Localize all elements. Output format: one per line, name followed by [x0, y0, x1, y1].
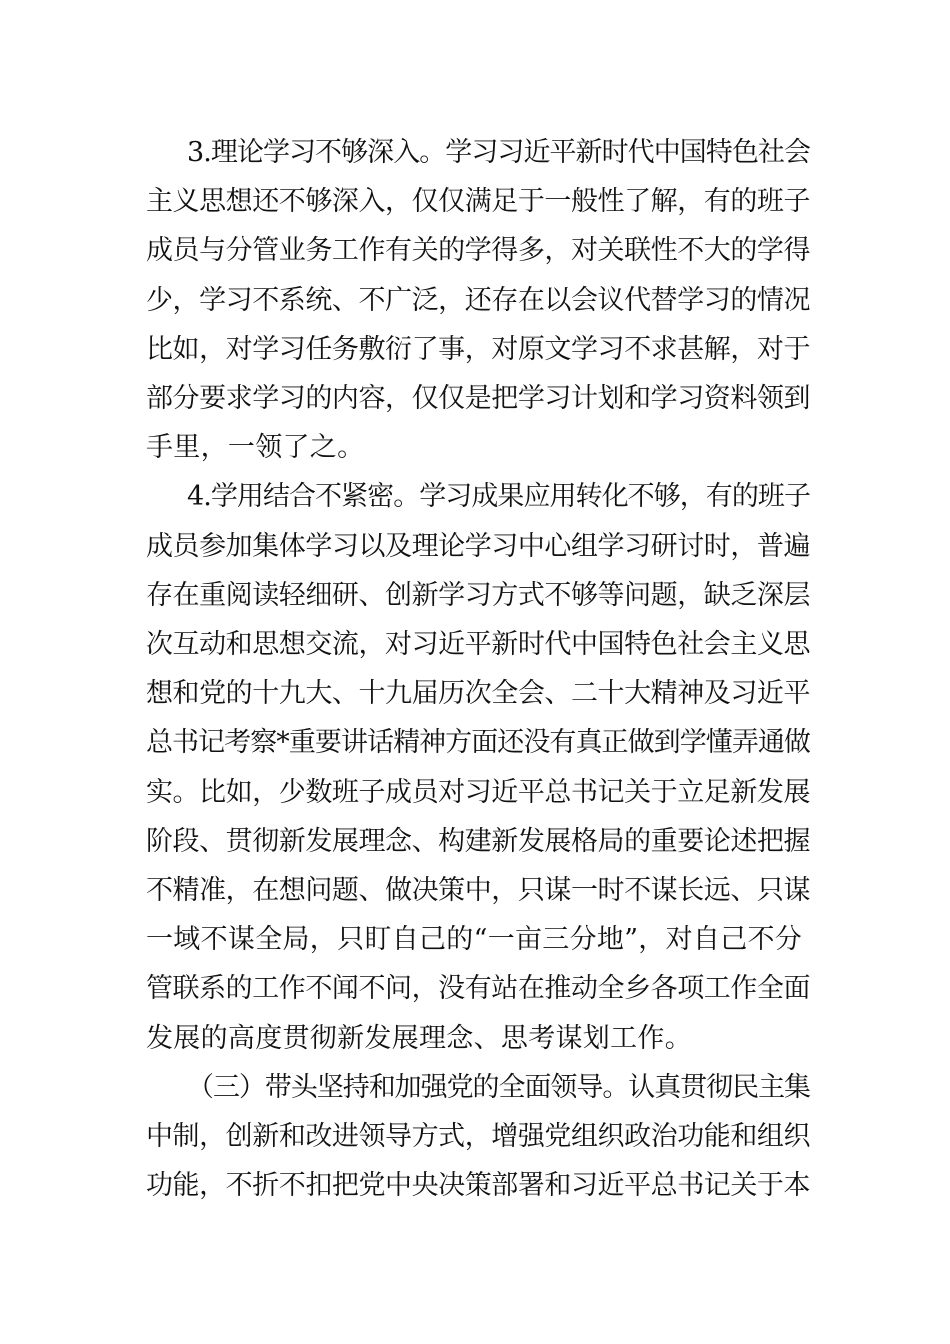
text-line: 3.理论学习不够深入。学习习近平新时代中国特色社会: [187, 137, 810, 168]
text-line: 一域不谋全局，只盯自己的“一亩三分地”，对自己不分: [146, 924, 803, 956]
text-line: 部分要求学习的内容，仅仅是把学习计划和学习资料领到: [146, 383, 810, 415]
text-line: 少，学习不系统、不广泛，还存在以会议代替学习的情况: [146, 284, 810, 316]
text-line: 总书记考察*重要讲话精神方面还没有真正做到学懂弄通做: [146, 727, 810, 759]
text-line: 实。比如，少数班子成员对习近平总书记关于立足新发展: [146, 776, 810, 808]
text-line: 主义思想还不够深入，仅仅满足于一般性了解，有的班子: [146, 186, 810, 218]
paragraph-theory-study: [146, 128, 810, 472]
text-line: 成员参加集体学习以及理论学习中心组学习研讨时，普遍: [146, 530, 810, 562]
paragraph-study-application: [146, 472, 810, 1062]
text-line: 成员与分管业务工作有关的学得多，对关联性不大的学得: [146, 235, 810, 267]
text-line: 阶段、贯彻新发展理念、构建新发展格局的重要论述把握: [146, 825, 810, 857]
text-line: 中制，创新和改进领导方式，增强党组织政治功能和组织: [146, 1121, 810, 1153]
text-line: 发展的高度贯彻新发展理念、思考谋划工作。: [146, 1022, 692, 1054]
text-line: （三）带头坚持和加强党的全面领导。认真贯彻民主集: [187, 1071, 810, 1103]
text-line: 存在重阅读轻细研、创新学习方式不够等问题，缺乏深层: [146, 579, 810, 611]
text-line: 4.学用结合不紧密。学习成果应用转化不够，有的班子: [187, 481, 810, 513]
text-line: 次互动和思想交流，对习近平新时代中国特色社会主义思: [146, 629, 810, 661]
text-line: 想和党的十九大、十九届历次全会、二十大精神及习近平: [146, 678, 810, 710]
text-line: 管联系的工作不闻不问，没有站在推动全乡各项工作全面: [146, 973, 810, 1005]
paragraph-party-leadership: [146, 1063, 810, 1211]
text-line: 手里，一领了之。: [146, 432, 365, 464]
text-line: 功能，不折不扣把党中央决策部署和习近平总书记关于本: [146, 1170, 810, 1202]
text-line: 不精准，在想问题、做决策中，只谋一时不谋长远、只谋: [146, 875, 810, 907]
document-body: [146, 128, 810, 1210]
text-line: 比如，对学习任务敷衍了事，对原文学习不求甚解，对于: [146, 333, 810, 365]
